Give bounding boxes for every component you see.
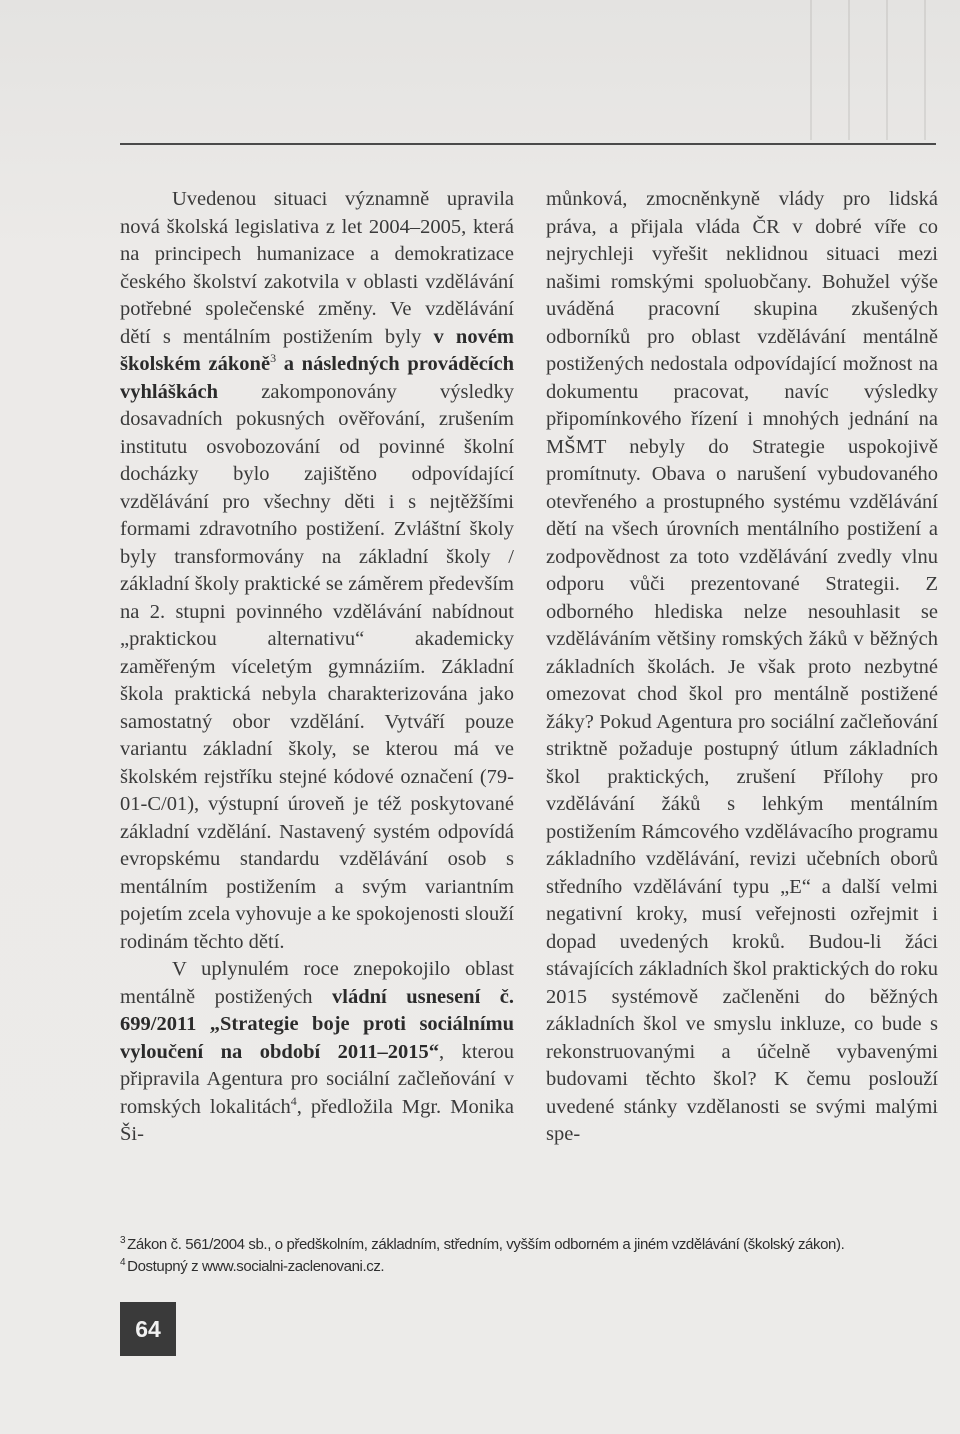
left-column xyxy=(120,186,514,1149)
p1-bold-decrees: a následných prováděcích vyhláškách xyxy=(120,353,514,403)
footnote-4 xyxy=(120,1256,950,1278)
footnote-number: 4 xyxy=(120,1257,126,1268)
footnote-ref-4: 4 xyxy=(290,1093,297,1108)
p2-text-mid: , kterou připravila Agentura pro sociální začleňování v romských lokalitách xyxy=(120,1040,514,1118)
show-through-decoration xyxy=(810,0,960,140)
footnote-number: 3 xyxy=(120,1235,126,1246)
footnotes xyxy=(120,1234,950,1278)
page-number: 64 xyxy=(120,1302,176,1356)
footnote-text: Zákon č. 561/2004 sb., o předškolním, základním, středním, vyšším odborném a jiném vzdělávání (školský zákon). xyxy=(127,1236,845,1253)
footnote-3 xyxy=(120,1234,950,1256)
paragraph-1 xyxy=(120,186,514,956)
p2-text-start: V uplynulém roce znepokojilo oblast mentálně postižených xyxy=(120,958,514,1008)
paragraph-2 xyxy=(120,956,514,1149)
p1-text-start: Uvedenou situaci významně upravila nová školská legislativa z let 2004–2005, která na principech humanizace a demokratizace českého školství zakotvila v oblasti vzdělávání potřebné společenské změny. Ve vzdělávání dětí s mentálním postižením byly xyxy=(120,188,514,348)
paragraph-continuation: můnková, zmocněnkyně vlády pro lidská práva, a přijala vláda ČR v dobré víře co nejrychleji vyřešit neklidnou situaci mezi našimi romskými spoluobčany. Bohužel výše uváděná pracovní skupina zkušených odborníků pro oblast vzdělávání mentálně postižených nedostala odpovídající možnost na dokumentu pracovat, navíc výsledky připomínkového řízení i mnohých jednání na MŠMT nebyly do Strategie uspokojivě promítnuty. Obava o narušení vybudovaného otevřeného a prostupného systému vzdělávání dětí na všech úrovních mentálního postižení a zodpovědnost za toto vzdělávání zvedly vlnu odporu vůči prezentované Strategii. Z odborného hlediska nelze nesouhlasit se vzděláváním většiny romských žáků v běžných základních školách. Je však proto nezbytné omezovat chod škol pro mentálně postižené žáky? Pokud Agentura pro sociální začleňování striktně požaduje postupný útlum základních škol praktických, zrušení Přílohy pro vzdělávání žáků s lehkým mentálním postižením Rámcového vzdělávacího programu základního vzdělávání, revizi učebních oborů středního vzdělávání typu „E“ a další velmi negativní kroky, musí veřejnosti ozřejmit i dopad uvedených kroků. Budou-li žáci stávajících základních škol praktických do roku 2015 systémově začleněni do běžných základních škol ve smyslu inkluze, co bude s rekonstruovanými a účelně vybavenými budovami těchto škol? K čemu poslouží uvedené stánky vzdělanosti se svými malými spe- xyxy=(546,188,938,1145)
footnote-ref-3: 3 xyxy=(270,351,277,366)
p2-bold-resolution: vládní usnesení č. 699/2011 „Strategie boje proti sociálnímu vyloučení na období 2011–2015“ xyxy=(120,985,514,1063)
footnote-text: Dostupný z www.socialni-zaclenovani.cz. xyxy=(127,1258,385,1275)
p1-bold-law: v novém školském zákoně xyxy=(120,325,515,375)
right-column xyxy=(546,186,938,1149)
p1-text-end: zakomponovány výsledky dosavadních pokusných ověřování, zrušením institutu osvobozování od povinné školní docházky bylo zajištěno odpovídající vzdělávání pro všechny děti i s nejtěžšími formami zdravotního postižení. Zvláštní školy byly transformovány na základní školy / základní školy praktické se záměrem především na 2. stupni povinného vzdělávání nabídnout „praktickou alternativu“ akademicky zaměřeným víceletým gymnáziím. Základní škola praktická nebyla charakterizována jako samostatný obor vzdělání. Vytváří pouze variantu základní školy, se kterou má ve školském rejstříku stejné kódové označení (79-01-C/01), výstupní úroveň je též poskytované základní vzdělání. Nastavený systém odpovídá evropskému standardu vzdělávání osob s mentálním postižením a svým variantním pojetím zcela vyhovuje a ke spokojenosti slouží rodinám těchto dětí. xyxy=(120,380,514,953)
p2-text-end: , předložila Mgr. Monika Ši- xyxy=(120,1095,514,1145)
header-rule xyxy=(120,143,936,145)
